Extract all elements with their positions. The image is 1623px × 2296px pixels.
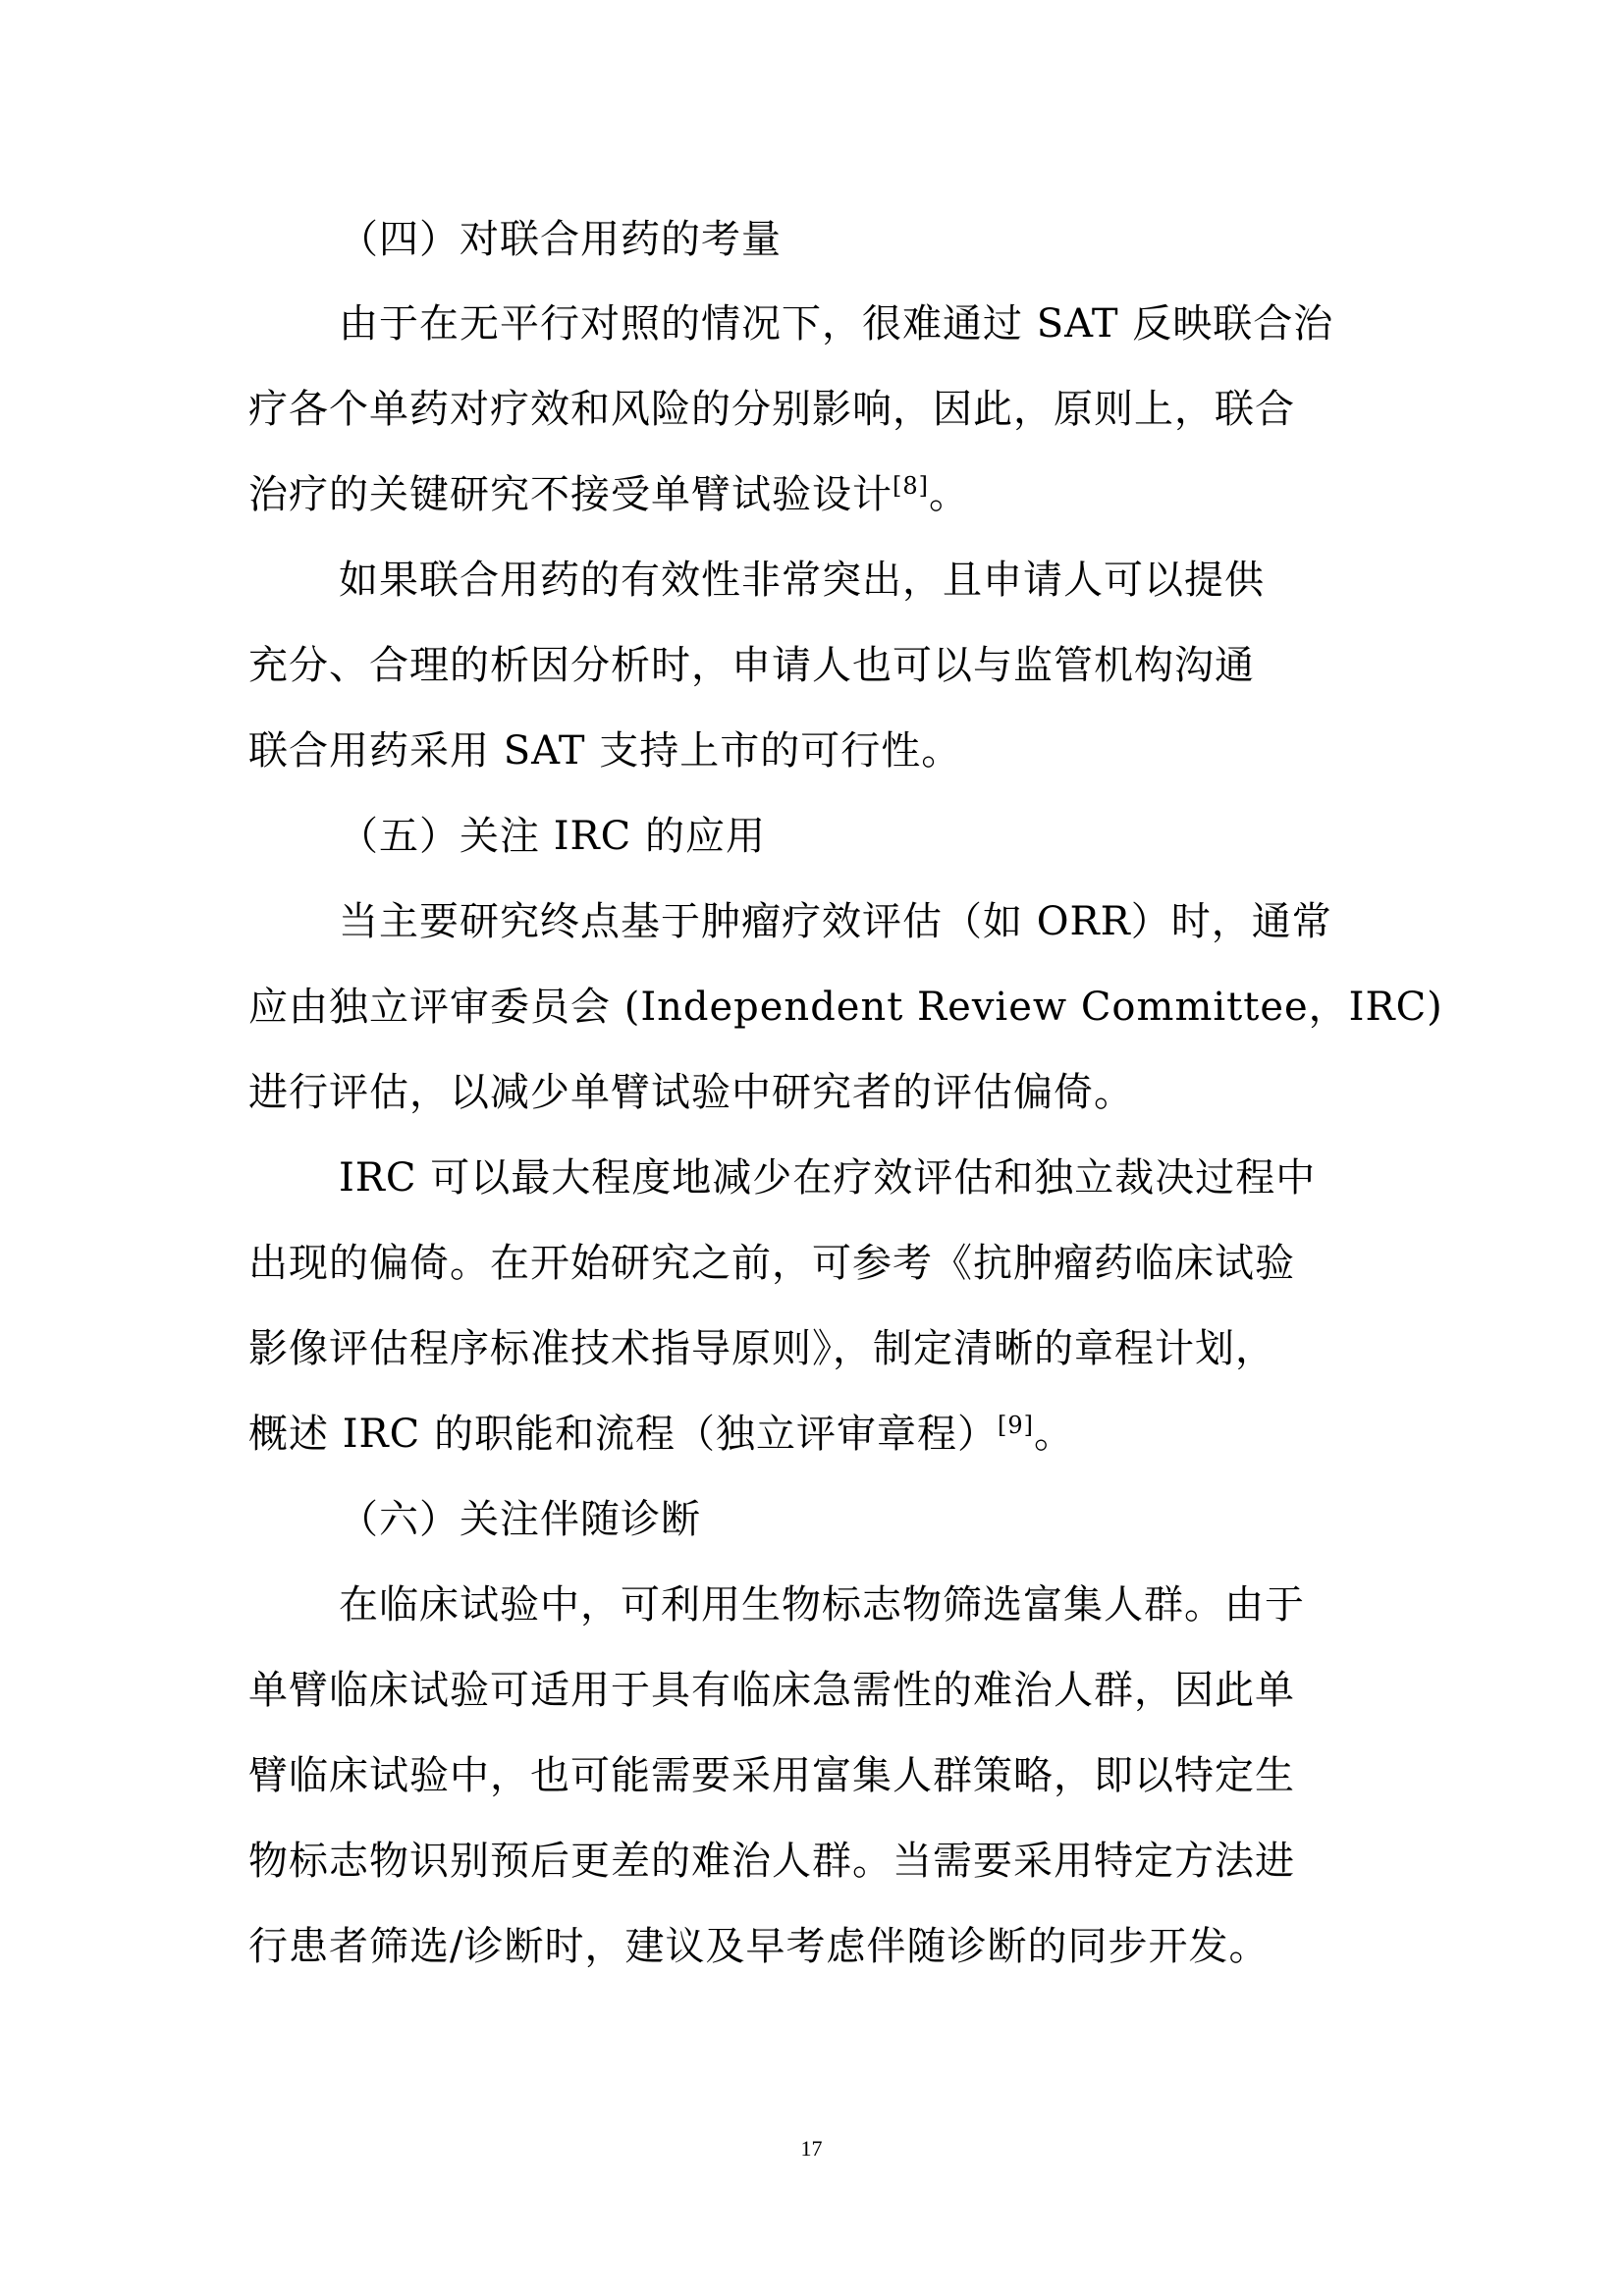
paragraph-line: 进行评估，以减少单臂试验中研究者的评估偏倚。 — [248, 1070, 1134, 1115]
paragraph-text: 治疗的关键研究不接受单臂试验设计 — [248, 472, 893, 517]
section-heading-irc: （五）关注 IRC 的应用 — [339, 814, 766, 859]
paragraph-end: 。 — [1033, 1412, 1074, 1457]
paragraph-line: 疗各个单药对疗效和风险的分别影响，因此，原则上，联合 — [248, 387, 1295, 432]
page-number: 17 — [800, 2136, 823, 2161]
paragraph-line: 臂临床试验中，也可能需要采用富集人群策略，即以特定生 — [248, 1753, 1295, 1798]
paragraph-end: 。 — [929, 472, 969, 517]
citation-ref-8: [8] — [893, 472, 929, 500]
paragraph-line: 影像评估程序标准技术指导原则》，制定清晰的章程计划， — [248, 1326, 1275, 1371]
paragraph-line: 应由独立评审委员会 (Independent Review Committee，IRC) — [248, 985, 1443, 1030]
paragraph-line: 在临床试验中，可利用生物标志物筛选富集人群。由于 — [339, 1582, 1305, 1628]
paragraph-line: 联合用药采用 SAT 支持上市的可行性。 — [248, 728, 962, 774]
paragraph-line — [248, 1410, 1074, 1459]
paragraph-line: 行患者筛选/诊断时，建议及早考虑伴随诊断的同步开发。 — [248, 1924, 1270, 1969]
paragraph-line: IRC 可以最大程度地减少在疗效评估和独立裁决过程中 — [339, 1155, 1317, 1201]
section-heading-combination-therapy: （四）对联合用药的考量 — [339, 217, 782, 262]
paragraph-line: 充分、合理的析因分析时，申请人也可以与监管机构沟通 — [248, 643, 1255, 688]
paragraph-line: 由于在无平行对照的情况下，很难通过 SAT 反映联合治 — [339, 301, 1334, 347]
paragraph-line: 出现的偏倚。在开始研究之前，可参考《抗肿瘤药临床试验 — [248, 1241, 1295, 1286]
paragraph-line: 物标志物识别预后更差的难治人群。当需要采用特定方法进 — [248, 1839, 1295, 1884]
paragraph-line: 当主要研究终点基于肿瘤疗效评估（如 ORR）时，通常 — [339, 899, 1332, 944]
paragraph-line — [248, 470, 969, 519]
paragraph-text: 概述 IRC 的职能和流程（独立评审章程） — [248, 1412, 998, 1457]
paragraph-line: 如果联合用药的有效性非常突出，且申请人可以提供 — [339, 558, 1265, 603]
citation-ref-9: [9] — [997, 1412, 1034, 1439]
section-heading-companion-diagnostics: （六）关注伴随诊断 — [339, 1497, 701, 1542]
paragraph-line: 单臂临床试验可适用于具有临床急需性的难治人群，因此单 — [248, 1668, 1295, 1713]
